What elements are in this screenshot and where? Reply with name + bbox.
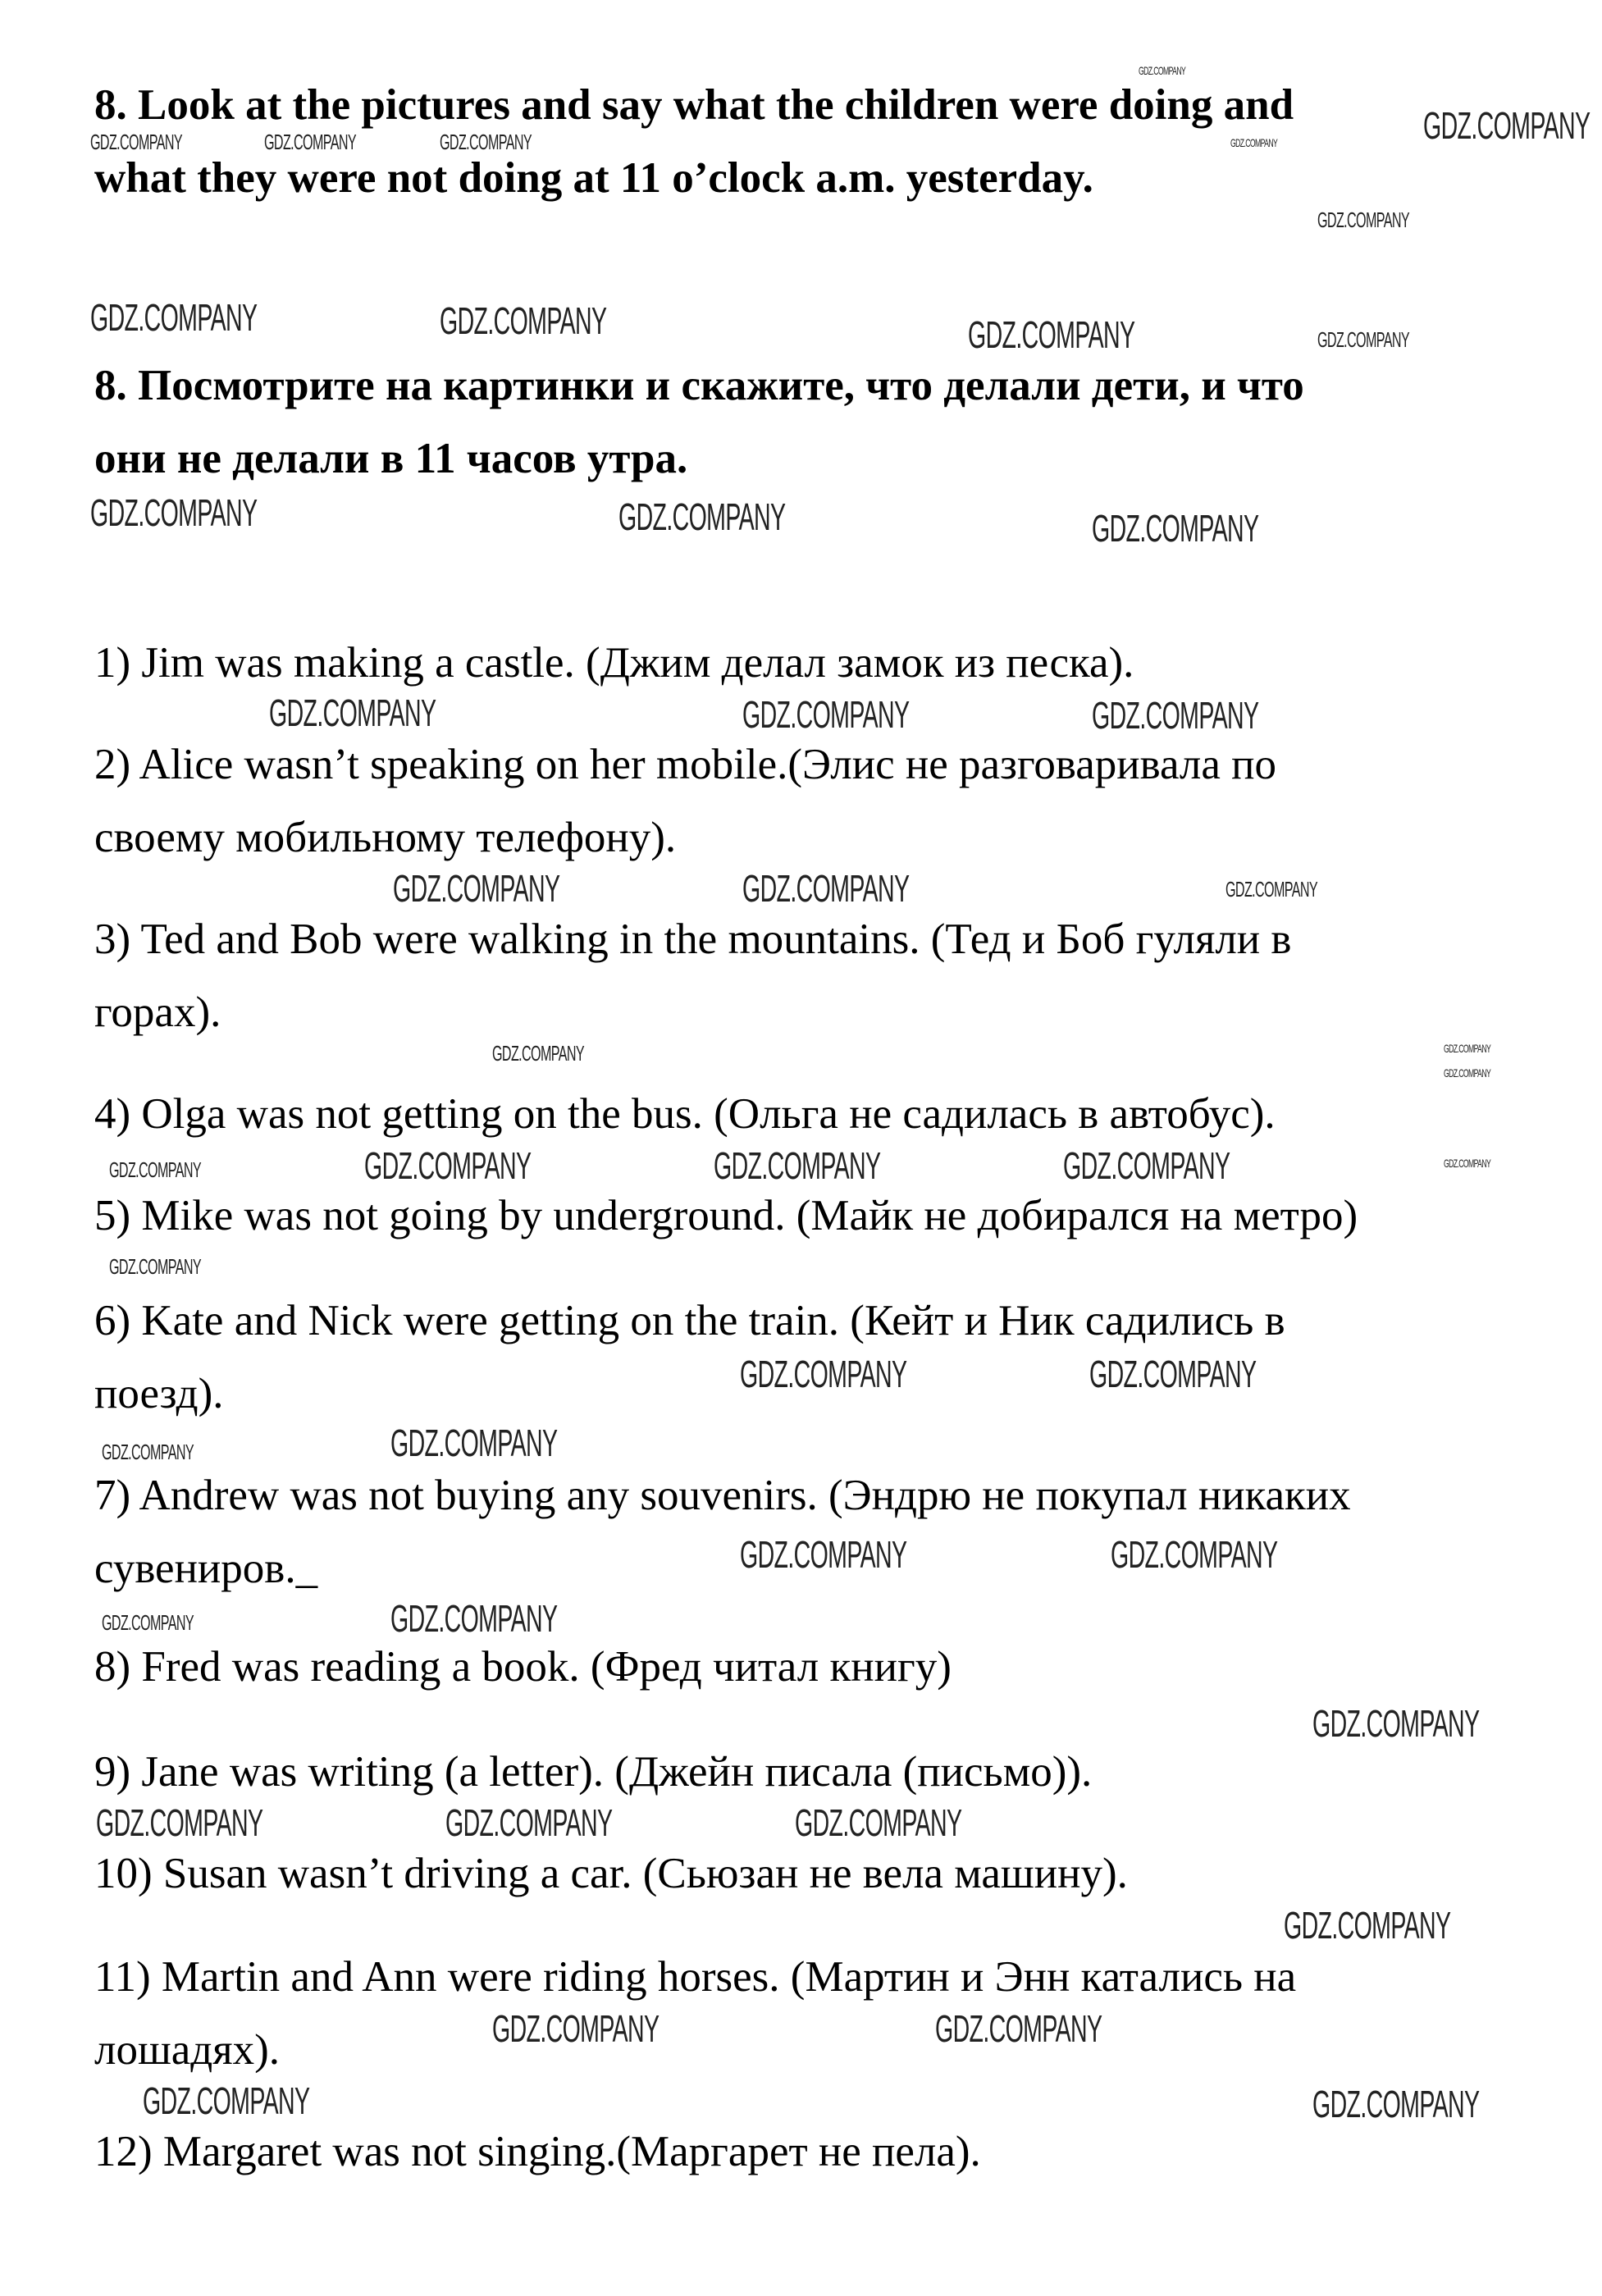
answer-5: 5) Mike was not going by underground. (Майк не добирался на метро) [94, 1192, 1358, 1239]
watermark: GDZ.COMPANY [445, 1801, 613, 1844]
answer-6-cont: поезд). [94, 1370, 224, 1417]
answer-7: 7) Andrew was not buying any souvenirs. (Эндрю не покупал никаких [94, 1472, 1351, 1519]
watermark: GDZ.COMPANY [1317, 327, 1409, 352]
answer-11: 11) Martin and Ann were riding horses. (Мартин и Энн катались на [94, 1953, 1297, 2001]
watermark: GDZ.COMPANY [1225, 877, 1317, 902]
watermark: GDZ.COMPANY [1444, 1042, 1491, 1055]
watermark: GDZ.COMPANY [1444, 1066, 1491, 1080]
heading-line: 8. Посмотрите на картинки и скажите, что делали дети, и что [94, 362, 1304, 409]
watermark: GDZ.COMPANY [1111, 1533, 1278, 1576]
watermark: GDZ.COMPANY [96, 1801, 263, 1844]
watermark: GDZ.COMPANY [264, 130, 356, 154]
watermark: GDZ.COMPANY [1230, 136, 1278, 149]
heading-line: what they were not doing at 11 o’clock a.m. yesterday. [94, 154, 1093, 202]
watermark: GDZ.COMPANY [102, 1440, 194, 1464]
watermark: GDZ.COMPANY [440, 299, 607, 342]
watermark: GDZ.COMPANY [492, 1041, 584, 1066]
answer-2: 2) Alice wasn’t speaking on her mobile.(Элис не разговаривала по [94, 741, 1277, 788]
watermark: GDZ.COMPANY [1089, 1353, 1257, 1395]
watermark: GDZ.COMPANY [618, 495, 786, 538]
watermark: GDZ.COMPANY [742, 693, 910, 736]
heading-line: они не делали в 11 часов утра. [94, 435, 688, 482]
answer-4: 4) Olga was not getting on the bus. (Ольга не садилась в автобус). [94, 1090, 1276, 1138]
watermark: GDZ.COMPANY [742, 867, 910, 910]
answer-3: 3) Ted and Bob were walking in the mountains. (Тед и Боб гуляли в [94, 915, 1292, 963]
watermark: GDZ.COMPANY [1284, 1904, 1451, 1947]
watermark: GDZ.COMPANY [1063, 1144, 1230, 1187]
watermark: GDZ.COMPANY [968, 313, 1135, 356]
answer-10: 10) Susan wasn’t driving a car. (Сьюзан не вела машину). [94, 1850, 1128, 1897]
watermark: GDZ.COMPANY [390, 1597, 558, 1640]
watermark: GDZ.COMPANY [795, 1801, 962, 1844]
watermark: GDZ.COMPANY [1312, 2083, 1480, 2125]
heading-line: 8. Look at the pictures and say what the children were doing and [94, 81, 1294, 129]
answer-1: 1) Jim was making a castle. (Джим делал замок из песка). [94, 639, 1134, 687]
watermark: GDZ.COMPANY [1423, 104, 1591, 147]
answer-11-cont: лошадях). [94, 2026, 281, 2074]
watermark: GDZ.COMPANY [90, 130, 182, 154]
watermark: GDZ.COMPANY [90, 491, 258, 534]
answer-3-cont: горах). [94, 988, 221, 1036]
answer-6: 6) Kate and Nick were getting on the train. (Кейт и Ник садились в [94, 1297, 1285, 1344]
answer-2-cont: своему мобильному телефону). [94, 814, 677, 861]
watermark: GDZ.COMPANY [390, 1422, 558, 1464]
watermark: GDZ.COMPANY [740, 1533, 907, 1576]
watermark: GDZ.COMPANY [90, 296, 258, 339]
watermark: GDZ.COMPANY [143, 2079, 310, 2122]
watermark: GDZ.COMPANY [1092, 694, 1259, 737]
answer-8: 8) Fred was reading a book. (Фред читал книгу) [94, 1643, 952, 1691]
watermark: GDZ.COMPANY [1092, 507, 1259, 550]
watermark: GDZ.COMPANY [714, 1144, 881, 1187]
watermark: GDZ.COMPANY [1139, 64, 1186, 77]
watermark: GDZ.COMPANY [1312, 1702, 1480, 1745]
watermark: GDZ.COMPANY [109, 1157, 201, 1182]
watermark: GDZ.COMPANY [393, 867, 560, 910]
watermark: GDZ.COMPANY [269, 692, 436, 734]
watermark: GDZ.COMPANY [364, 1144, 532, 1187]
watermark: GDZ.COMPANY [740, 1353, 907, 1395]
watermark: GDZ.COMPANY [492, 2007, 660, 2050]
answer-12: 12) Margaret was not singing.(Маргарет не пела). [94, 2128, 981, 2175]
watermark: GDZ.COMPANY [109, 1254, 201, 1279]
watermark: GDZ.COMPANY [1317, 208, 1409, 232]
watermark: GDZ.COMPANY [440, 130, 532, 154]
answer-7-cont: сувениров._ [94, 1545, 318, 1592]
watermark: GDZ.COMPANY [935, 2007, 1102, 2050]
answer-9: 9) Jane was writing (a letter). (Джейн писала (письмо)). [94, 1748, 1093, 1796]
watermark: GDZ.COMPANY [1444, 1157, 1491, 1170]
watermark: GDZ.COMPANY [102, 1610, 194, 1635]
